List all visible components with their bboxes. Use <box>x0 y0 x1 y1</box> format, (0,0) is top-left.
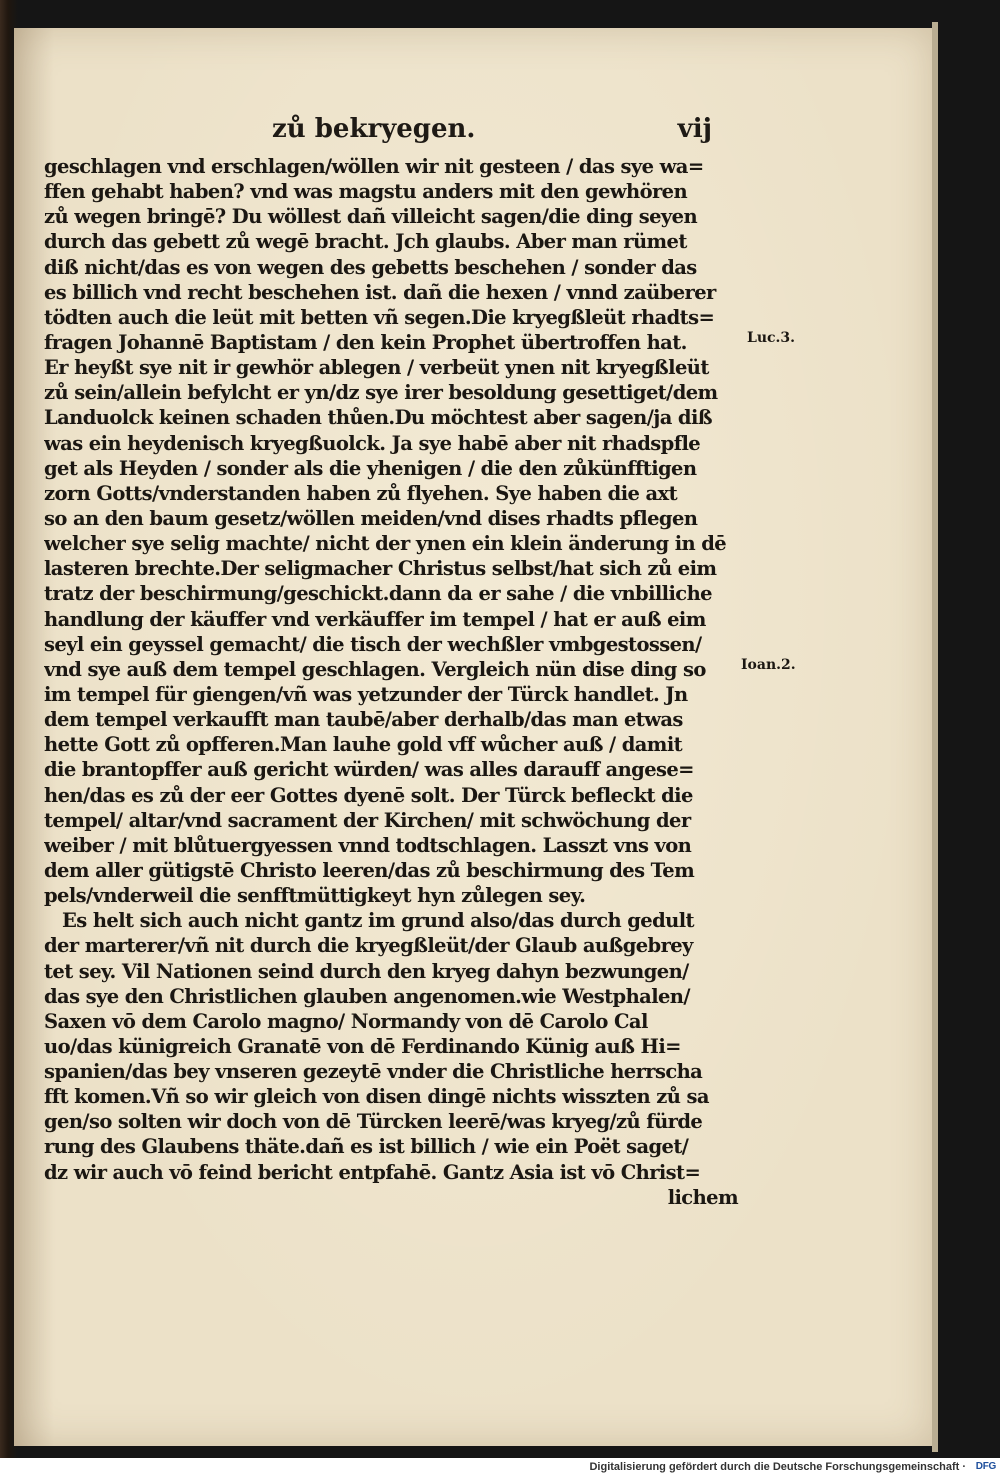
page-header <box>272 114 712 150</box>
text-line: get als Heyden / sonder als die yhenigen / die den zůkünfftigen <box>44 456 697 480</box>
text-line: hen/das es zů der eer Gottes dyenē solt. Der Türck befleckt die <box>44 783 693 807</box>
page-edge <box>932 22 938 1452</box>
marginal-note-luc: Luc.3. <box>747 330 796 346</box>
dfg-logo-icon: DFG <box>975 1461 996 1472</box>
text-line: was ein heydenisch kryegßuolck. Ja sye habē aber nit rhadspfle <box>44 431 701 455</box>
book-page <box>14 28 932 1446</box>
text-line: die brantopffer auß gericht würden/ was alles darauff angese= <box>44 758 694 782</box>
funding-credit: Digitalisierung gefördert durch die Deutsche Forschungsgemeinschaft · <box>589 1461 966 1473</box>
text-line: zů sein/allein befylcht er yn/dz sye irer besoldung gesettiget/dem <box>44 381 718 405</box>
text-line: fragen Johannē Baptistam / den kein Prophet übertroffen hat. <box>44 330 687 354</box>
text-line: zorn Gotts/vnderstanden haben zů flyehen. Sye haben die axt <box>44 481 677 505</box>
text-line: rung des Glaubens thäte.dañ es ist billich / wie ein Poët saget/ <box>44 1135 689 1159</box>
text-line: Er heyßt sye nit ir gewhör ablegen / verbeüt ynen nit kryegßleüt <box>44 356 709 380</box>
folio-number: vij <box>677 114 712 144</box>
text-line: lasteren brechte.Der seligmacher Christus selbst/hat sich zů eim <box>44 557 717 581</box>
text-line: diß nicht/das es von wegen des gebetts beschehen / sonder das <box>44 255 697 279</box>
text-line: ffen gehabt haben? vnd was magstu anders mit den gewhören <box>44 180 688 204</box>
text-line: Saxen vō dem Carolo magno/ Normandy von dē Carolo Cal <box>44 1009 648 1033</box>
text-line: uo/das künigreich Granatē von dē Ferdinando Künig auß Hi= <box>44 1034 681 1058</box>
text-line: tet sey. Vil Nationen seind durch den kryeg dahyn bezwungen/ <box>44 959 689 983</box>
text-line: Es helt sich auch nicht gantz im grund also/das durch gedult <box>62 909 694 933</box>
text-line: handlung der käuffer vnd verkäuffer im tempel / hat er auß eim <box>44 607 706 631</box>
text-line: gen/so solten wir doch von dē Türcken leerē/was kryeg/zů fürde <box>44 1110 703 1134</box>
marginal-note-ioan: Ioan.2. <box>741 657 796 673</box>
text-line: fft komen.Vñ so wir gleich von disen dingē nichts wisszten zů sa <box>44 1085 709 1109</box>
text-line: geschlagen vnd erschlagen/wöllen wir nit gesteen / das sye wa= <box>44 155 704 178</box>
text-line: weiber / mit blůtuergyessen vnnd todtschlagen. Lasszt vns von <box>44 833 692 857</box>
text-line: welcher sye selig machte/ nicht der ynen ein klein änderung in dē <box>44 532 727 556</box>
text-line: das sye den Christlichen glauben angenomen.wie Westphalen/ <box>44 984 690 1008</box>
text-line: durch das gebett zů wegē bracht. Jch glaubs. Aber man rümet <box>44 230 687 254</box>
digitization-footer <box>0 1458 1000 1480</box>
text-line: es billich vnd recht beschehen ist. dañ die hexen / vnnd zaüberer <box>44 280 716 304</box>
text-line: dem tempel verkaufft man taubē/aber derhalb/das man etwas <box>44 708 683 732</box>
text-line: tödten auch die leüt mit betten vñ segen.Die kryegßleüt rhadts= <box>44 305 715 329</box>
text-line: Landuolck keinen schaden thůen.Du möchtest aber sagen/ja diß <box>44 406 712 430</box>
text-line: im tempel für giengen/vñ was yetzunder der Türck handlet. Jn <box>44 682 688 706</box>
text-line: der marterer/vñ nit durch die kryegßleüt/der Glaub außgebrey <box>44 934 693 958</box>
text-line: vnd sye auß dem tempel geschlagen. Vergleich nün dise ding so <box>44 657 706 681</box>
body-text <box>44 154 744 1210</box>
text-line: dem aller gütigstē Christo leeren/das zů beschirmung des Tem <box>44 858 695 882</box>
text-line: tempel/ altar/vnd sacrament der Kirchen/ mit schwöchung der <box>44 808 691 832</box>
text-line: tratz der beschirmung/geschickt.dann da er sahe / die vnbilliche <box>44 582 712 606</box>
text-line: spanien/das bey vnseren gezeytē vnder die Christliche herrscha <box>44 1060 703 1084</box>
text-line: dz wir auch vō feind bericht entpfahē. Gantz Asia ist vō Christ= <box>44 1160 701 1184</box>
text-line: lichem <box>667 1185 738 1209</box>
text-line: pels/vnderweil die senfftmüttigkeyt hyn zůlegen sey. <box>44 884 586 908</box>
text-line: hette Gott zů opfferen.Man lauhe gold vff wůcher auß / damit <box>44 733 683 757</box>
text-line: seyl ein geyssel gemacht/ die tisch der wechßler vmbgestossen/ <box>44 632 702 656</box>
text-line: zů wegen bringē? Du wöllest dañ villeicht sagen/die ding seyen <box>44 205 698 229</box>
text-line: so an den baum gesetz/wöllen meiden/vnd dises rhadts pflegen <box>44 506 698 530</box>
running-title: zů bekryegen. <box>272 114 476 144</box>
